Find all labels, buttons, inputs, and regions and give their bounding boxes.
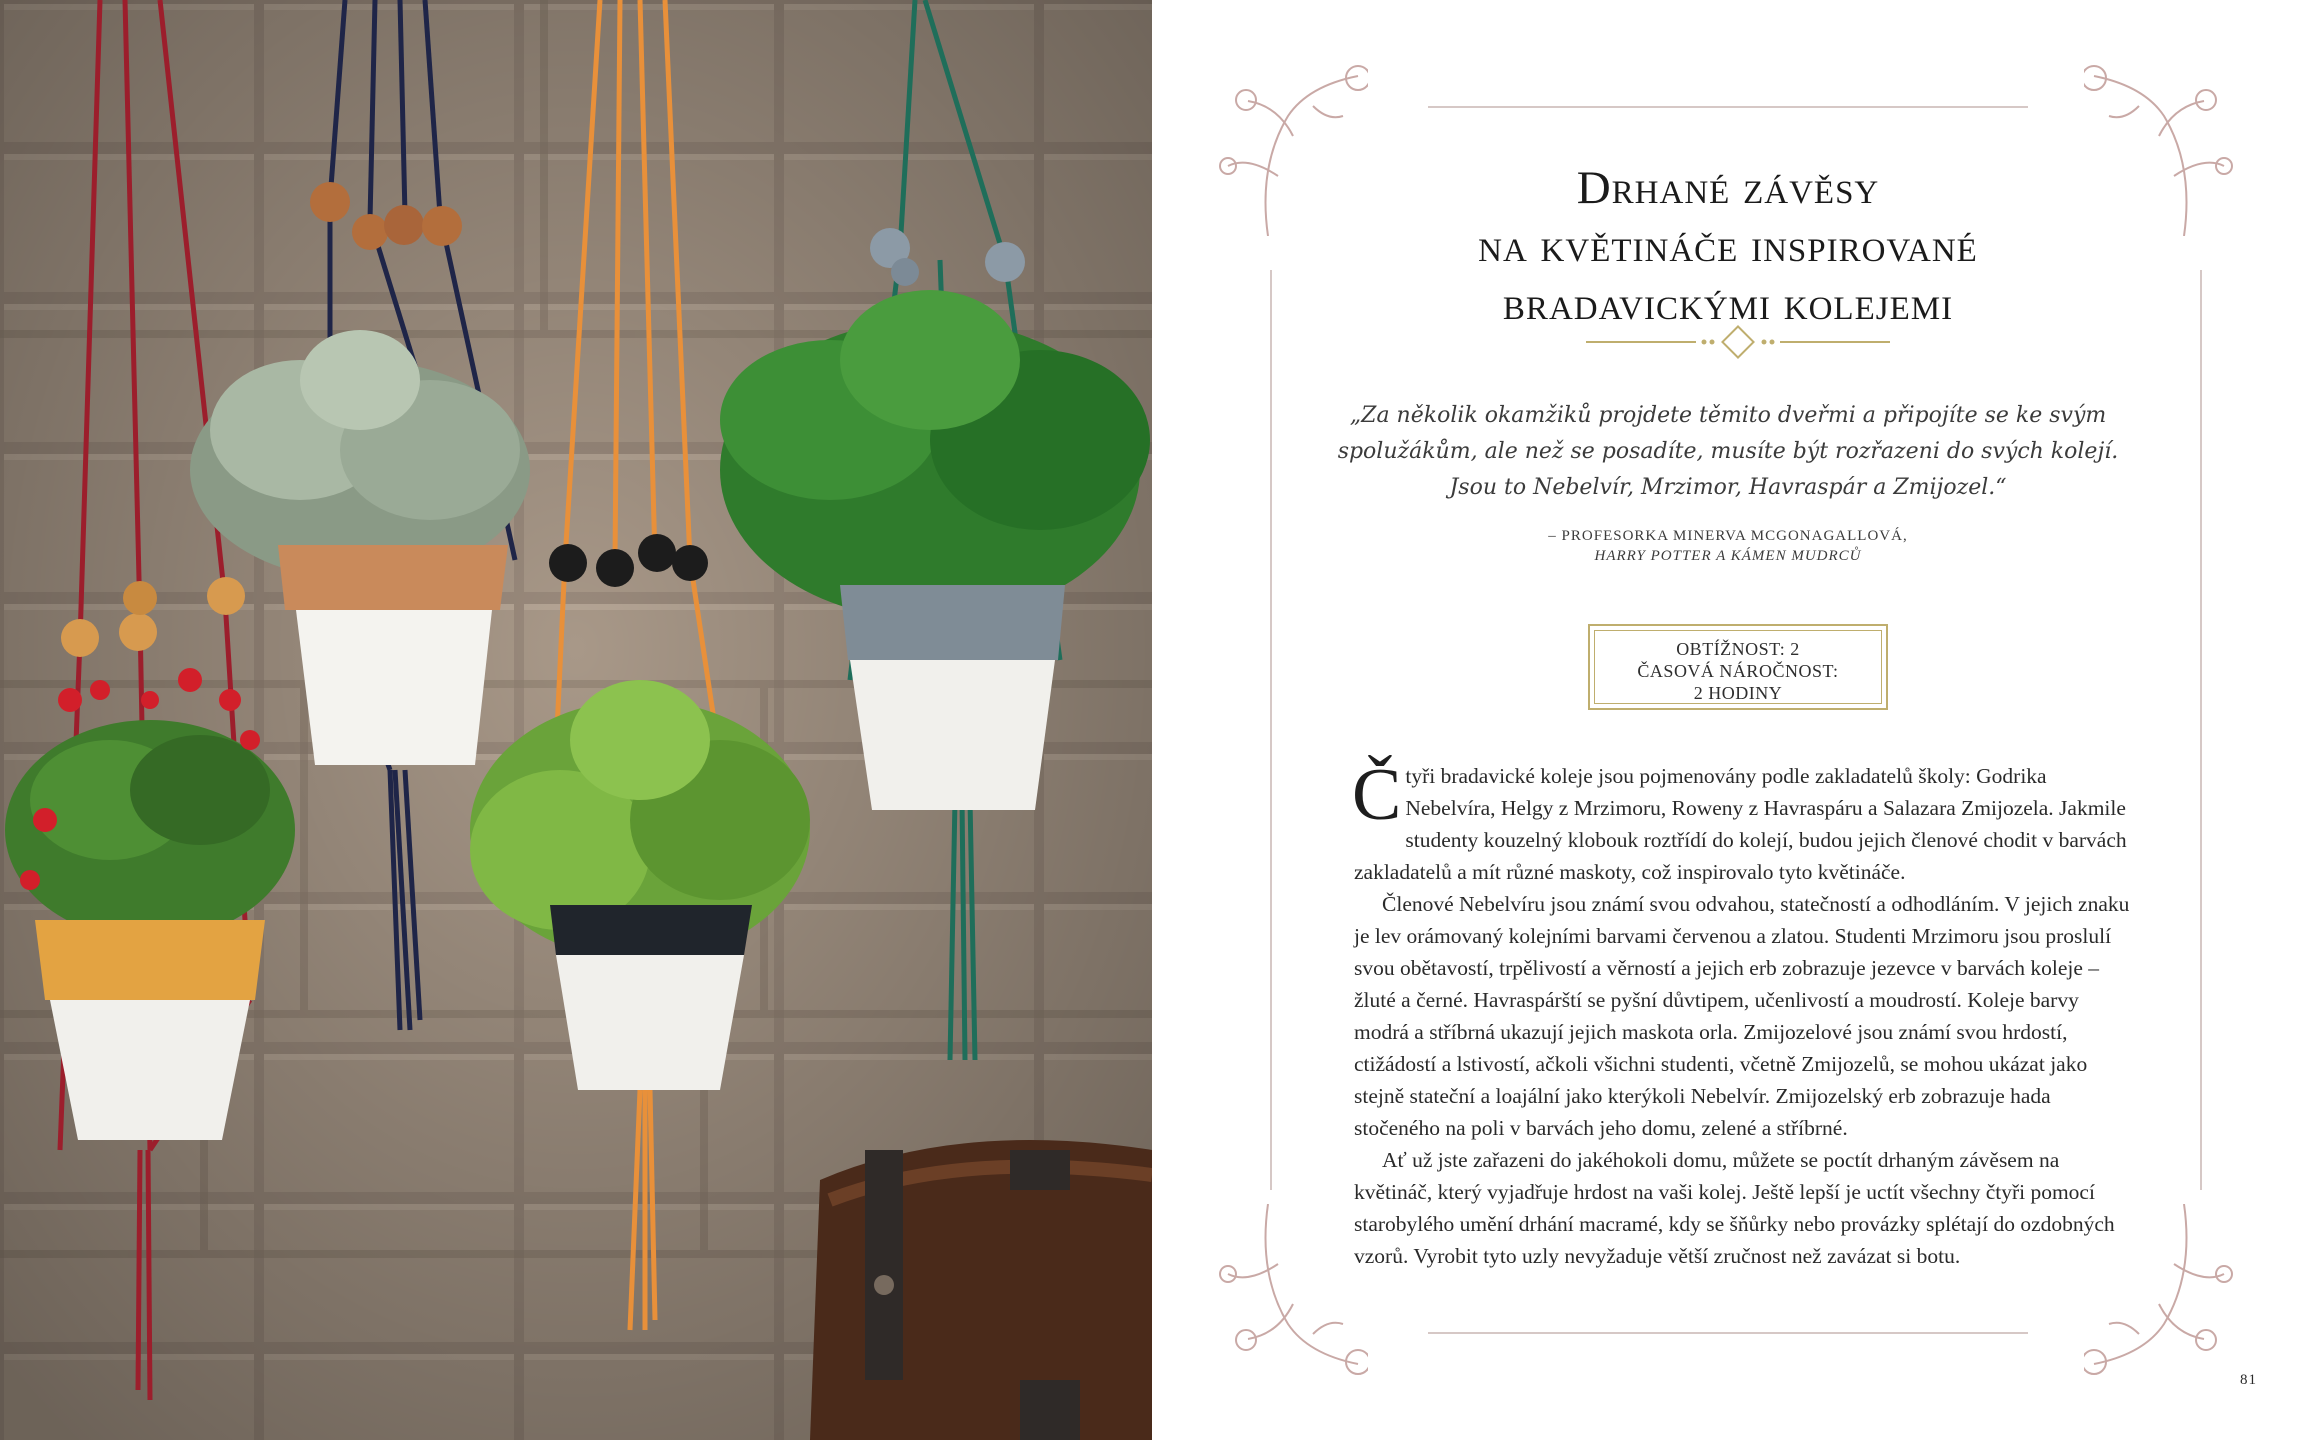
body-paragraph-1 (1352, 754, 2136, 888)
quote-line-2: spolužákům, ale než se posadíte, musíte být rozřazeni do svých kolejí. (1337, 439, 2119, 464)
title-line-3: bradavickými kolejemi (1502, 278, 1954, 331)
recipe-text-page (1152, 0, 2304, 1440)
frame-top-line (1428, 106, 2028, 108)
orange-hanger-pot (550, 905, 752, 1090)
title-line-2: na květináče inspirované (1478, 220, 1978, 273)
time-value: 2 HODINY (1693, 683, 1783, 703)
ornamental-divider (1586, 322, 1890, 362)
page-number: 81 (2240, 1372, 2257, 1388)
title-line-1: Drhané závěsy (1576, 162, 1880, 215)
body-paragraph-1-text: tyři bradavické koleje jsou pojmenovány podle zakladatelů školy: Godrika Nebelvíra, Helgy z Mrzimoru, Roweny z Havraspáru a Salazara Zmijozela. Jakmile studenty kouzelný klobouk roztřídí do kolejí, budou jejich členové chodit v barvách zakladatelů a mít různé maskoty, což inspirovalo tyto květináče. (1354, 764, 2127, 884)
page-title (1312, 159, 2144, 333)
green-hanger-pot (840, 585, 1065, 810)
body-text (1352, 754, 2136, 1272)
drop-cap: Č (1352, 754, 1402, 836)
floral-corner-bottom-left (1218, 1204, 1368, 1384)
difficulty-info-box (1588, 624, 1888, 710)
frame-left-line (1270, 270, 1272, 1190)
time-label: ČASOVÁ NÁROČNOST: (1637, 661, 1839, 681)
quote-attribution (1412, 526, 2044, 566)
body-paragraph-2: Členové Nebelvíru jsou známí svou odvahou, statečností a odhodláním. V jejich znaku je lev orámovaný kolejními barvami červenou a zlatou. Studenti Mrzimoru jsou proslulí svou obětavostí, trpělivostí a věrností a jejich erb zobrazuje jezevce v barvách koleje – žluté a černé. Havraspárští se pyšní důvtipem, učenlivostí a moudrostí. Koleje barvy modrá a stříbrná ukazují jejich maskota orla. Zmijozelové jsou známí svou hrdostí, ctižádostí a lstivostí, ačkoli všichni studenti, včetně Zmijozelů, se mohou ukázat jako stejně stateční a loajální jako kterýkoli Nebelvír. Zmijozelský erb zobrazuje hada stočeného na poli v barvách jeho domu, zelené a stříbrné. (1354, 892, 2130, 1140)
navy-hanger-pot (278, 545, 508, 765)
frame-right-line (2200, 270, 2202, 1190)
difficulty-label: OBTÍŽNOST: 2 (1676, 639, 1800, 659)
wooden-chest (810, 1140, 1152, 1440)
quote-line-3: Jsou to Nebelvír, Mrzimor, Havraspár a Zmijozel.“ (1449, 475, 2007, 500)
attribution-book: HARRY POTTER A KÁMEN MUDRCŮ (1594, 548, 1862, 564)
body-paragraph-3: Ať už jste zařazeni do jakéhokoli domu, můžete se poctít drhaným závěsem na květináč, který vyjadřuje hrdost na vaši kolej. Ještě lepší je uctít všechny čtyři pomocí starobylého umění drhání macramé, kdy se šňůrky nebo provázky splétají do ozdobných vzorů. Vyrobit tyto uzly nevyžaduje větší zručnost než zavázat si botu. (1354, 1148, 2115, 1268)
opening-quote (1332, 398, 2124, 506)
frame-bottom-line (1428, 1332, 2028, 1334)
quote-line-1: „Za několik okamžiků projdete těmito dveřmi a připojíte se ke svým (1349, 403, 2107, 428)
attribution-author: – PROFESORKA MINERVA MCGONAGALLOVÁ, (1548, 528, 1908, 544)
